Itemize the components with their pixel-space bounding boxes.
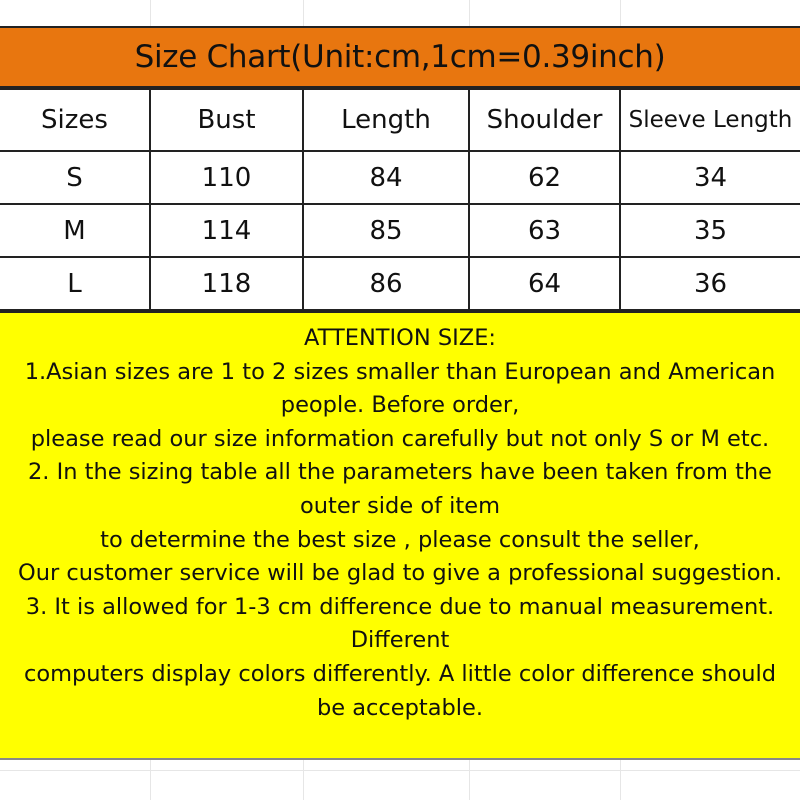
cell-length: 86 bbox=[303, 257, 469, 310]
cell-bust: 118 bbox=[150, 257, 303, 310]
header-sleeve-length: Sleeve Length bbox=[620, 89, 800, 151]
table-row bbox=[0, 257, 800, 310]
cell-bust: 110 bbox=[150, 151, 303, 204]
cell-size: L bbox=[0, 257, 150, 310]
notice-line: please read our size information carefully but not only S or M etc. bbox=[30, 425, 770, 452]
notice-line: 2. In the sizing table all the parameters have been taken from the bbox=[27, 459, 773, 486]
header-shoulder: Shoulder bbox=[469, 89, 620, 151]
header-bust: Bust bbox=[150, 89, 303, 151]
cell-size: S bbox=[0, 151, 150, 204]
notice-line: people. Before order, bbox=[280, 392, 520, 419]
cell-size: M bbox=[0, 204, 150, 257]
size-table bbox=[0, 88, 800, 311]
notice-line: Our customer service will be glad to give a professional suggestion. bbox=[18, 560, 782, 587]
cell-bust: 114 bbox=[150, 204, 303, 257]
cell-length: 84 bbox=[303, 151, 469, 204]
notice-line: outer side of item bbox=[299, 492, 501, 519]
notice-line: Different bbox=[350, 627, 450, 654]
cell-shoulder: 62 bbox=[469, 151, 620, 204]
cell-sleeve-length: 34 bbox=[620, 151, 800, 204]
notice-line: computers display colors differently. A little color difference should bbox=[23, 660, 777, 687]
table-row bbox=[0, 151, 800, 204]
notice-heading: ATTENTION SIZE: bbox=[304, 325, 496, 351]
cell-length: 85 bbox=[303, 204, 469, 257]
cell-sleeve-length: 36 bbox=[620, 257, 800, 310]
attention-notice bbox=[0, 311, 800, 760]
table-row bbox=[0, 204, 800, 257]
cell-sleeve-length: 35 bbox=[620, 204, 800, 257]
notice-line: 1.Asian sizes are 1 to 2 sizes smaller than European and American bbox=[24, 358, 776, 385]
header-sizes: Sizes bbox=[0, 89, 150, 151]
size-chart-title: Size Chart(Unit:cm,1cm=0.39inch) bbox=[0, 26, 800, 88]
header-length: Length bbox=[303, 89, 469, 151]
notice-line: be acceptable. bbox=[316, 694, 484, 721]
cell-shoulder: 64 bbox=[469, 257, 620, 310]
notice-line: to determine the best size , please consult the seller, bbox=[100, 526, 700, 553]
cell-shoulder: 63 bbox=[469, 204, 620, 257]
notice-line: 3. It is allowed for 1-3 cm difference due to manual measurement. bbox=[25, 593, 775, 620]
table-header-row bbox=[0, 89, 800, 151]
